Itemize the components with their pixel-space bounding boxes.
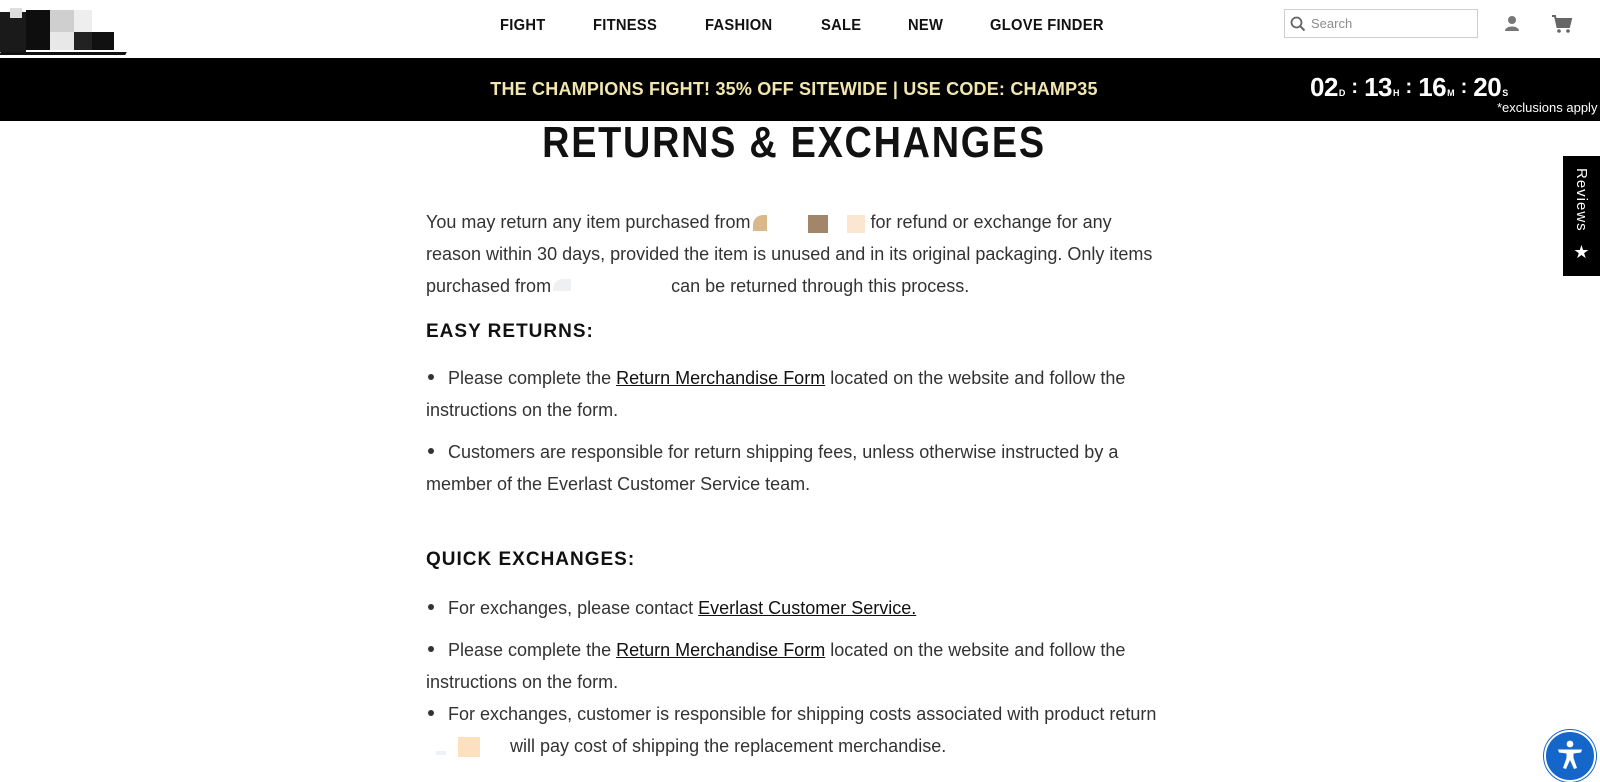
promo-banner: [0, 58, 1600, 121]
intro-text-2: for refund or exchange for any reason within 30 days, provided the item is unused and in its original packaging. Only items purchased from: [426, 212, 1153, 296]
intro-paragraph: [426, 206, 1166, 302]
list-item-text: Customers are responsible for return shipping fees, unless otherwise instructed by a member of the Everlast Customer Service team.: [426, 442, 1119, 494]
nav-item-glove-finder[interactable]: GLOVE FINDER: [989, 17, 1104, 34]
countdown-separator: :: [1460, 76, 1468, 98]
intro-text-1: You may return any item purchased from: [426, 212, 751, 232]
site-logo[interactable]: [0, 8, 126, 56]
redacted-brand-name: [751, 213, 871, 233]
countdown-minutes-unit: M: [1447, 88, 1455, 98]
nav-item-fashion[interactable]: FASHION: [705, 17, 773, 34]
countdown-minutes: 16: [1418, 72, 1447, 102]
list-item: [426, 634, 1166, 698]
list-item: [426, 362, 1166, 426]
return-merchandise-form-link[interactable]: Return Merchandise Form: [616, 640, 826, 660]
countdown-hours-unit: H: [1393, 88, 1400, 98]
bullet-icon: [428, 374, 434, 380]
list-item-text: Please complete the: [448, 368, 617, 388]
main-nav: [500, 0, 1156, 52]
redacted-brand-name: [426, 737, 510, 757]
bullet-icon: [428, 448, 434, 454]
easy-returns-heading: EASY RETURNS:: [426, 321, 594, 342]
quick-exchanges-heading: QUICK EXCHANGES:: [426, 549, 636, 570]
search-icon[interactable]: [1285, 16, 1311, 32]
star-icon: ★: [1573, 241, 1590, 262]
nav-item-fight[interactable]: FIGHT: [500, 17, 546, 34]
intro-text-3: can be returned through this process.: [671, 276, 970, 296]
countdown-days: 02: [1310, 72, 1338, 102]
reviews-tab-label: Reviews: [1573, 168, 1590, 232]
promo-text[interactable]: THE CHAMPIONS FIGHT! 35% OFF SITEWIDE | USE CODE: CHAMP35: [490, 79, 1098, 99]
exclusions-note: *exclusions apply: [1497, 100, 1598, 115]
returns-content: [426, 206, 1166, 762]
search-box[interactable]: [1284, 9, 1478, 38]
search-input[interactable]: [1311, 16, 1471, 31]
page-title: RETURNS & EXCHANGES: [542, 118, 1046, 167]
bullet-icon: [428, 710, 434, 716]
countdown-timer: [1310, 72, 1508, 103]
list-item: [426, 592, 1166, 624]
list-item-text: will pay cost of shipping the replacement merchandise.: [510, 736, 947, 756]
easy-returns-list: [426, 362, 1166, 500]
accessibility-icon: [1553, 737, 1587, 776]
list-item-text: located on the website and follow the instructions on the form.: [426, 640, 1126, 692]
return-merchandise-form-link[interactable]: Return Merchandise Form: [616, 368, 826, 388]
nav-item-sale[interactable]: SALE: [821, 17, 862, 34]
nav-item-fitness[interactable]: FITNESS: [592, 17, 657, 34]
accessibility-button[interactable]: [1544, 730, 1596, 782]
countdown-separator: :: [1351, 76, 1359, 98]
site-header: [0, 0, 1600, 58]
user-icon[interactable]: [1502, 14, 1522, 34]
countdown-hours: 13: [1364, 72, 1393, 102]
nav-item-new[interactable]: NEW: [908, 17, 944, 34]
quick-exchanges-list: [426, 592, 1166, 762]
cart-icon[interactable]: [1551, 14, 1573, 34]
countdown-seconds-unit: S: [1502, 88, 1509, 98]
bullet-icon: [428, 604, 434, 610]
list-item-text: For exchanges, please contact: [448, 598, 699, 618]
list-item-text: Please complete the: [448, 640, 617, 660]
customer-service-link[interactable]: Everlast Customer Service.: [698, 598, 917, 618]
list-item: [426, 698, 1166, 762]
countdown-separator: :: [1405, 76, 1413, 98]
list-item: [426, 436, 1166, 500]
countdown-days-unit: D: [1338, 88, 1346, 98]
list-item-text: located on the website and follow the instructions on the form.: [426, 368, 1126, 420]
redacted-store-name: [551, 277, 671, 297]
reviews-tab[interactable]: [1563, 156, 1600, 276]
list-item-text: For exchanges, customer is responsible for shipping costs associated with product return: [448, 704, 1157, 724]
countdown-seconds: 20: [1473, 72, 1502, 102]
bullet-icon: [428, 646, 434, 652]
